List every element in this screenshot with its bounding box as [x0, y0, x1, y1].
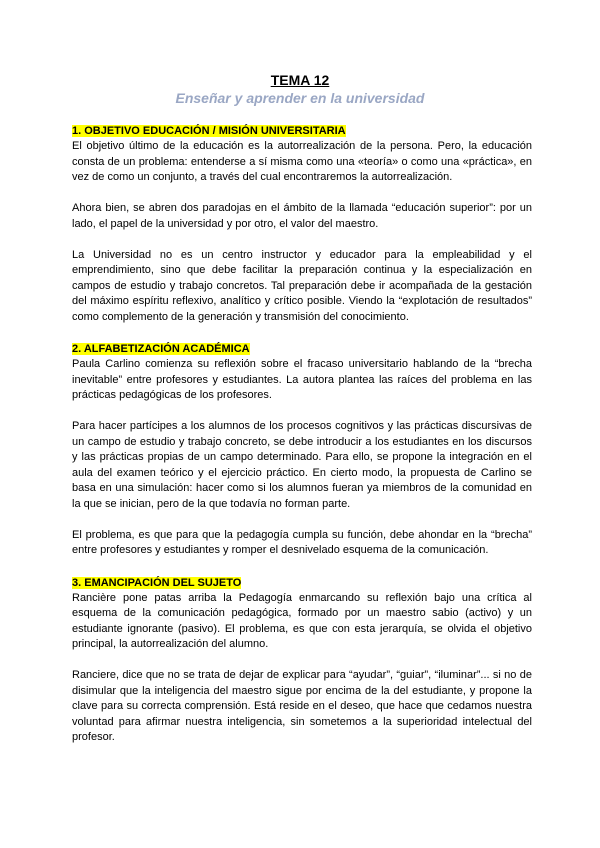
paragraph: El objetivo último de la educación es la autorrealización de la persona. Pero, la educación consta de un problema: entenderse a sí misma como una «teoría» o como una «práctica», en vez de como un conjunto, a través del cual encontraremos la autorrealización. — [72, 140, 532, 183]
section-objetivo — [72, 124, 532, 325]
paragraph: La Universidad no es un centro instructor y educador para la empleabilidad y el emprendimiento, sino que debe facilitar la preparación continua y la especialización en campos de estudio y trabajo concretos. Tal preparación debe ir acompañada de la gestación del máximo espíritu reflexivo, analítico y crítico posible. Viendo la “explotación de resultados” como complemento de la generación y transmisión del conocimiento. — [72, 248, 532, 323]
paragraph: Para hacer partícipes a los alumnos de los procesos cognitivos y las prácticas discursivas de un campo de estudio y trabajo concreto, se debe introducir a los estudiantes en los discursos y las prácticas propias de un campo determinado. Para ello, se propone la integración en el aula del examen teórico y el ejercicio práctico. En cierto modo, la propuesta de Carlino se basa en una simulación: hacer como si los alumnos fueran ya miembros de la comunidad en la que se inician, pero de la que todavía no forman parte. — [72, 420, 532, 510]
paragraph: Paula Carlino comienza su reflexión sobre el fracaso universitario hablando de la “brecha inevitable” entre profesores y estudiantes. La autora plantea las raíces del problema en las prácticas pedagógicas de los profesores. — [72, 358, 532, 401]
document-body — [72, 124, 532, 746]
paragraph: Rancière pone patas arriba la Pedagogía enmarcando su reflexión bajo una crítica al esquema de la comunicación pedagógica, formado por un maestro sabio (activo) y un estudiante ignorante (pasivo). El problema, es que con esta jerarquía, se olvida el objetivo principal, la autorrealización del alumno. — [72, 591, 532, 650]
section-heading: 3. EMANCIPACIÓN DEL SUJETO — [72, 576, 242, 589]
page-title: TEMA 12 — [270, 72, 330, 88]
paragraph: Ranciere, dice que no se trata de dejar de explicar para “ayudar”, “guiar”, “iluminar”... si no de disimular que la inteligencia del maestro sigue por encima de la del estudiante, y propone la clave para su correcta comprensión. Está reside en el deseo, que hace que cedamos nuestra voluntad para afirmar nuestra inteligencia, sin sometemos a la superioridad intelectual del profesor. — [72, 669, 532, 743]
section-heading: 2. ALFABETIZACIÓN ACADÉMICA — [72, 343, 250, 355]
section-heading: 1. OBJETIVO EDUCACIÓN / MISIÓN UNIVERSITARIA — [72, 125, 346, 137]
paragraph: El problema, es que para que la pedagogía cumpla su función, debe ahondar en la “brecha” entre profesores y estudiantes y romper el desnivelado esquema de la comunicación. — [72, 528, 532, 556]
page-subtitle: Enseñar y aprender en la universidad — [175, 90, 425, 106]
paragraph: Ahora bien, se abren dos paradojas en el ámbito de la llamada “educación superior”: por un lado, el papel de la universidad y por otro, el valor del maestro. — [72, 202, 532, 230]
section-emancipacion — [72, 576, 532, 746]
section-alfabetizacion — [72, 342, 532, 559]
